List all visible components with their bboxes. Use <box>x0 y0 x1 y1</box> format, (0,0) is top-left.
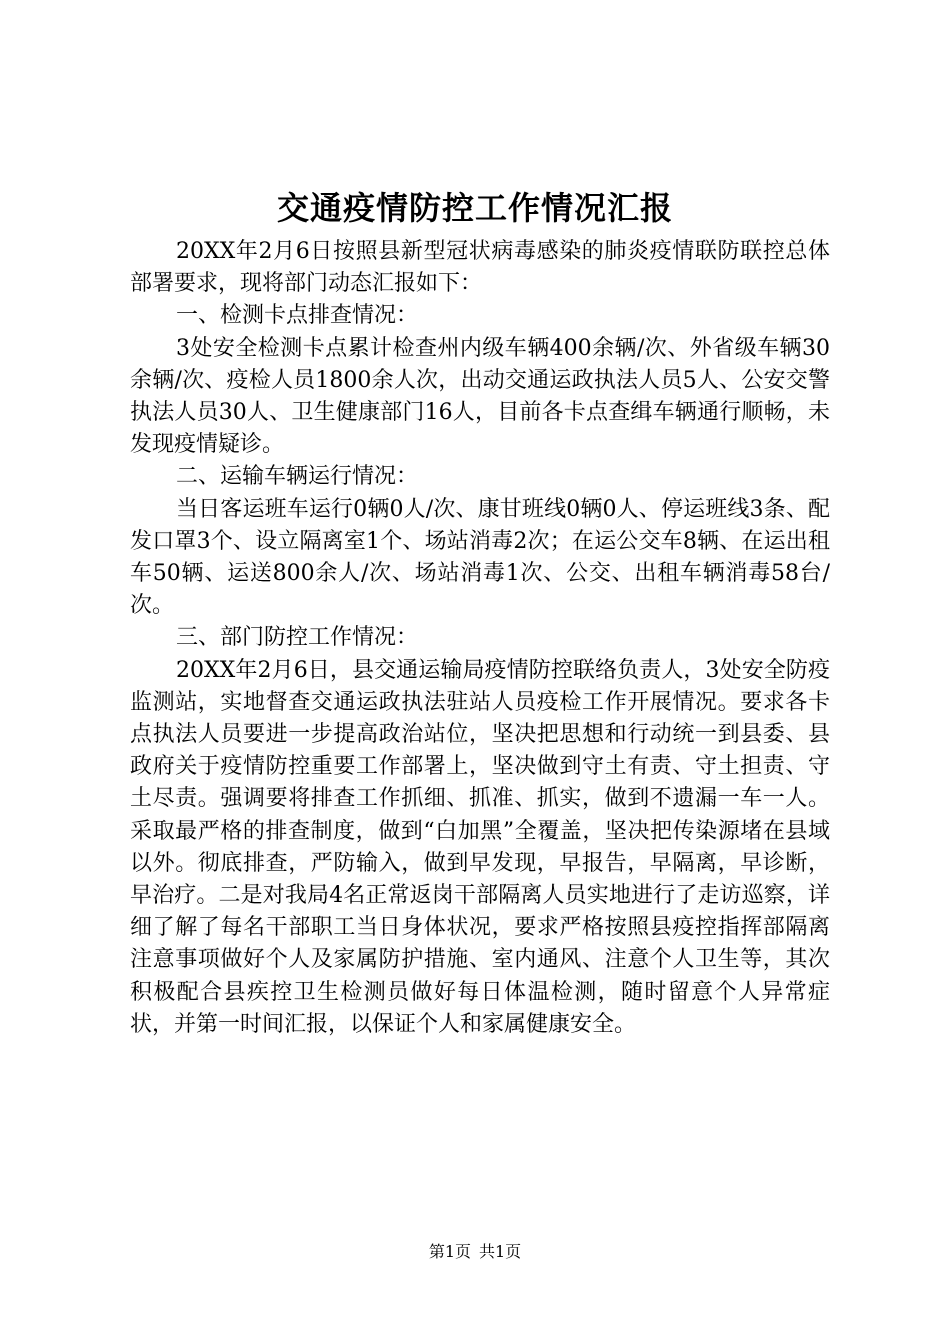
paragraph-checkpoints: 3处安全检测卡点累计检查州内级车辆400余辆/次、外省级车辆30余辆/次、疫检人员1800余人次，出动交通运政执法人员5人、公安交警执法人员30人、卫生健康部门16人，目前各卡点查缉车辆通行顺畅，未发现疫情疑诊。 <box>130 335 830 458</box>
paragraph-intro: 20XX年2月6日按照县新型冠状病毒感染的肺炎疫情联防联控总体部署要求，现将部门动态汇报如下： <box>130 239 830 297</box>
document-title: 交通疫情防控工作情况汇报 <box>276 189 673 227</box>
section-heading-vehicles: 二、运输车辆运行情况： <box>176 464 419 490</box>
paragraph-department: 20XX年2月6日，县交通运输局疫情防控联络负责人，3处安全防疫监测站，实地督查交通运政执法驻站人员疫检工作开展情况。要求各卡点执法人员要进一步提高政治站位，坚决把思想和行动统一到县委、县政府关于疫情防控重要工作部署上，坚决做到守土有责、守土担责、守土尽责。强调要将排查工作抓细、抓准、抓实，做到不遗漏一车一人。采取最严格的排查制度，做到“白加黑”全覆盖，坚决把传染源堵在县域以外。彻底排查，严防输入，做到早发现，早报告，早隔离，早诊断，早治疗。二是对我局4名正常返岗干部隔离人员实地进行了走访巡察，详细了解了每名干部职工当日身体状况，要求严格按照县疫控指挥部隔离注意事项做好个人及家属防护措施、室内通风、注意个人卫生等，其次积极配合县疾控卫生检测员做好每日体温检测，随时留意个人异常症状，并第一时间汇报，以保证个人和家属健康安全。 <box>130 657 830 1037</box>
section-heading-checkpoints: 一、检测卡点排查情况： <box>176 303 419 329</box>
page-footer <box>0 1240 950 1264</box>
section-heading-department: 三、部门防控工作情况： <box>176 625 419 651</box>
paragraph-vehicles: 当日客运班车运行0辆0人/次、康甘班线0辆0人、停运班线3条、配发口罩3个、设立隔离室1个、场站消毒2次；在运公交车8辆、在运出租车50辆、运送800余人/次、场站消毒1次、公交、出租车辆消毒58台/次。 <box>130 496 830 619</box>
page-number: 第1页 <box>428 1242 471 1261</box>
page-total: 共1页 <box>479 1242 522 1261</box>
document-body <box>130 236 830 1041</box>
